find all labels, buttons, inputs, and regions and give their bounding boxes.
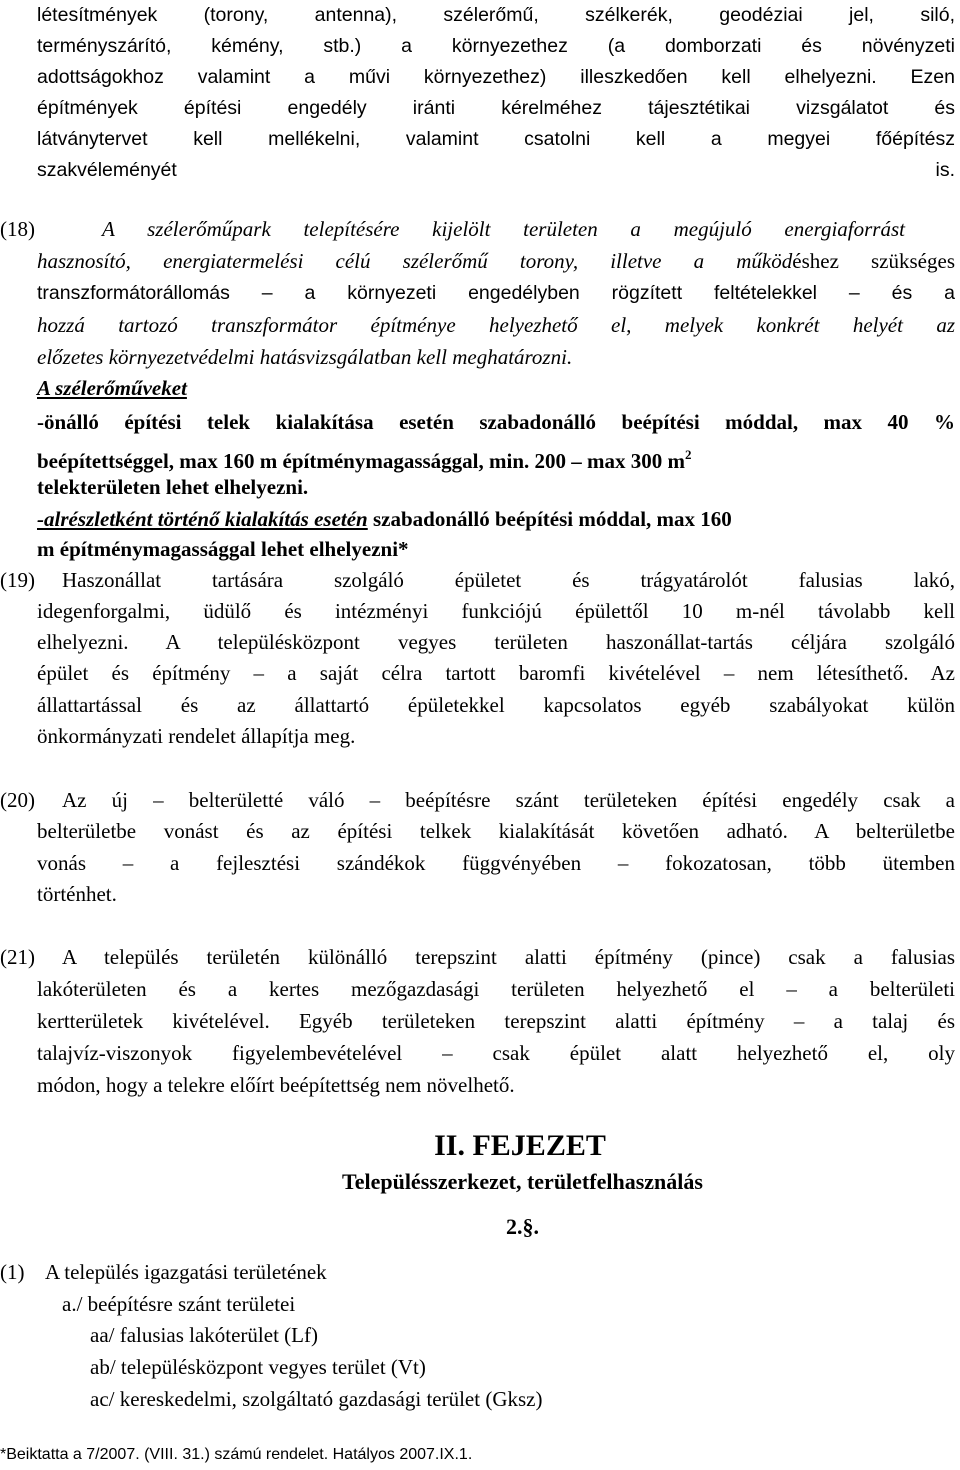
list-item: a./ beépítésre szánt területei [62, 1292, 296, 1316]
intro-line: adottságokhoz valamint a művi környezethez) illeszkedően kell elhelyezni. Ezen [37, 66, 955, 88]
paragraph-number: (20) [0, 788, 35, 812]
footnote: *Beiktatta a 7/2007. (VIII. 31.) számú rendelet. Hatályos 2007.IX.1. [0, 1446, 473, 1463]
p19-line: elhelyezni. A településközpont vegyes területen haszonállat-tartás céljára szolgáló [37, 630, 955, 654]
p18-bold-line: m építménymagassággal lehet elhelyezni* [37, 537, 409, 561]
p20-line: belterületbe vonást és az építési telkek kialakítását követően adható. A belterületbe [37, 819, 955, 843]
p21-line: kertterületek kivételével. Egyéb területeken terepszint alatti építmény – a talaj és [37, 1009, 955, 1033]
p18-line-part: hasznosító, energiatermelési célú szélerőmű torony, illetve a működ [37, 249, 793, 273]
p18-bold-line [37, 440, 692, 476]
list-item: aa/ falusias lakóterület (Lf) [90, 1323, 318, 1347]
p18-line: előzetes környezetvédelmi hatásvizsgálatban kell meghatározni. [37, 345, 573, 369]
p21-line: talajvíz-viszonyok figyelembevételével – csak épület alatt helyezhető el, oly [37, 1041, 955, 1065]
p18-line-part: éshez szükséges [792, 249, 955, 273]
p18-subheading: A szélerőműveket [37, 376, 187, 400]
p19-line: épület és építmény – a saját célra tartott baromfi kivételével – nem létesíthető. Az [37, 661, 955, 685]
intro-line: látványtervet kell mellékelni, valamint csatolni kell a megyei főépítész [37, 128, 955, 150]
p20-line: Az új – belterületté váló – beépítésre szánt területeken építési engedély csak a [62, 788, 955, 812]
p21-line: lakóterületen és a kertes mezőgazdasági területen helyezhető el – a belterületi [37, 977, 955, 1001]
intro-line: terményszárító, kémény, stb.) a környezethez (a domborzati és növényzeti [37, 35, 955, 57]
p18-bold-text: beépítettséggel, max 160 m építménymagassággal, min. 200 – max 300 m [37, 449, 686, 473]
section-number: 2.§. [506, 1214, 539, 1239]
p18-line: A szélerőműpark telepítésére kijelölt területen a megújuló energiaforrást [102, 217, 905, 241]
p1-line: A település igazgatási területének [45, 1260, 327, 1284]
paragraph-number: (1) [0, 1260, 25, 1284]
p21-line: módon, hogy a telekre előírt beépítettség nem növelhető. [37, 1073, 515, 1097]
chapter-subtitle: Településszerkezet, területfelhasználás [342, 1169, 703, 1194]
p19-line: idegenforgalmi, üdülő és intézményi funkciójú épülettől 10 m-nél távolabb kell [37, 599, 955, 623]
list-item: ab/ településközpont vegyes terület (Vt) [90, 1355, 426, 1379]
p18-line [37, 246, 955, 276]
p20-line: vonás – a fejlesztési szándékok függvényében – fokozatosan, több ütemben [37, 851, 955, 875]
p19-line: állattartással és az állattartó épületekkel kapcsolatos egyéb szabályokat külön [37, 693, 955, 717]
list-item: ac/ kereskedelmi, szolgáltató gazdasági terület (Gksz) [90, 1387, 543, 1411]
intro-line: építmények építési engedély iránti kérelméhez tájesztétikai vizsgálatot és [37, 97, 955, 119]
intro-line: szakvéleményét is. [37, 159, 955, 181]
p18-bold-line: telekterületen lehet elhelyezni. [37, 475, 309, 499]
chapter-title: II. FEJEZET [434, 1129, 606, 1162]
p21-line: A település területén különálló terepszint alatti építmény (pince) csak a falusias [62, 945, 955, 969]
p18-bold-part: szabadonálló beépítési móddal, max 160 [367, 507, 732, 531]
p19-line: önkormányzati rendelet állapítja meg. [37, 724, 356, 748]
paragraph-number: (19) [0, 568, 35, 592]
p18-line: hozzá tartozó transzformátor építménye helyezhető el, melyek konkrét helyét az [37, 313, 955, 337]
superscript: 2 [685, 447, 692, 462]
p19-line: Haszonállat tartására szolgáló épületet és trágyatárolót falusias lakó, [62, 568, 955, 592]
intro-line: létesítmények (torony, antenna), szélerőmű, szélkerék, geodéziai jel, siló, [37, 4, 955, 26]
paragraph-number: (21) [0, 945, 35, 969]
p20-line: történhet. [37, 882, 117, 906]
p18-line: transzformátorállomás – a környezeti engedélyben rögzített feltételekkel – és a [37, 282, 955, 304]
paragraph-number: (18) [0, 217, 35, 241]
p18-mixed-line [37, 504, 732, 534]
p18-bold-line: -önálló építési telek kialakítása esetén szabadonálló beépítési móddal, max 40 % [37, 410, 955, 434]
p18-italic-part: -alrészletként történő kialakítás esetén [37, 507, 368, 531]
